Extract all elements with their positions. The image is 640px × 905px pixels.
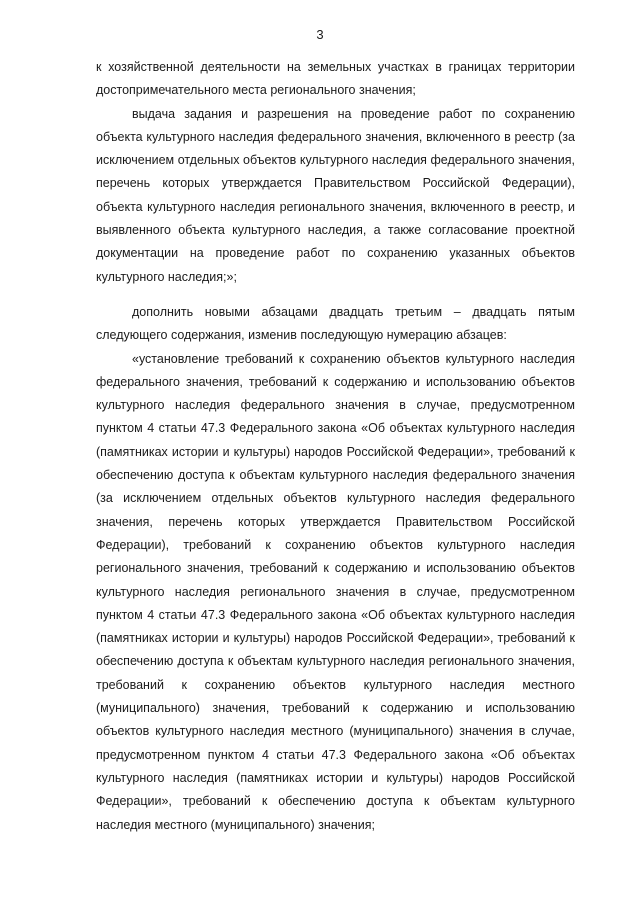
document-body [96,56,575,837]
paragraph-work-permit: выдача задания и разрешения на проведение работ по сохранению объекта культурного наследия федерального значения, включенного в реестр (за исключением отдельных объектов культурного наследия федерального значения, перечень которых утверждается Правительством Российской Федерации), объекта культурного наследия регионального значения, включенного в реестр, и выявленного объекта культурного наследия, а также согласование проектной документации на проведение работ по сохранению указанных объектов культурного наследия;»; [96,106,575,284]
paragraph-amendment-intro: дополнить новыми абзацами двадцать третьим – двадцать пятым следующего содержания, изменив последующую нумерацию абзацев: [96,304,575,343]
page-number: 3 [316,27,324,42]
paragraph-continuation: к хозяйственной деятельности на земельных участках в границах территории достопримечательного места регионального значения; [96,60,575,98]
paragraph-requirements: «установление требований к сохранению объектов культурного наследия федерального значения, требований к содержанию и использованию объектов культурного наследия федерального значения в случае, предусмотренном пунктом 4 статьи 47.3 Федерального закона «Об объектах культурного наследия (памятниках истории и культуры) народов Российской Федерации», требований к обеспечению доступа к объектам культурного наследия федерального значения (за исключением отдельных объектов культурного наследия федерального значения, перечень которых утверждается Правительством Российской Федерации), требований к сохранению объектов культурного наследия регионального значения, требований к содержанию и использованию объектов культурного наследия регионального значения в случае, предусмотренном пунктом 4 статьи 47.3 Федерального закона «Об объектах культурного наследия (памятниках истории и культуры) народов Российской Федерации», требований к обеспечению доступа к объектам культурного наследия регионального значения, требований к сохранению объектов культурного наследия местного (муниципального) значения, требований к содержанию и использованию объектов культурного наследия местного (муниципального) значения в случае, предусмотренном пунктом 4 статьи 47.3 Федерального закона «Об объектах культурного наследия (памятниках истории и культуры) народов Российской Федерации», требований к обеспечению доступа к объектам культурного наследия местного (муниципального) значения; [96,351,575,832]
